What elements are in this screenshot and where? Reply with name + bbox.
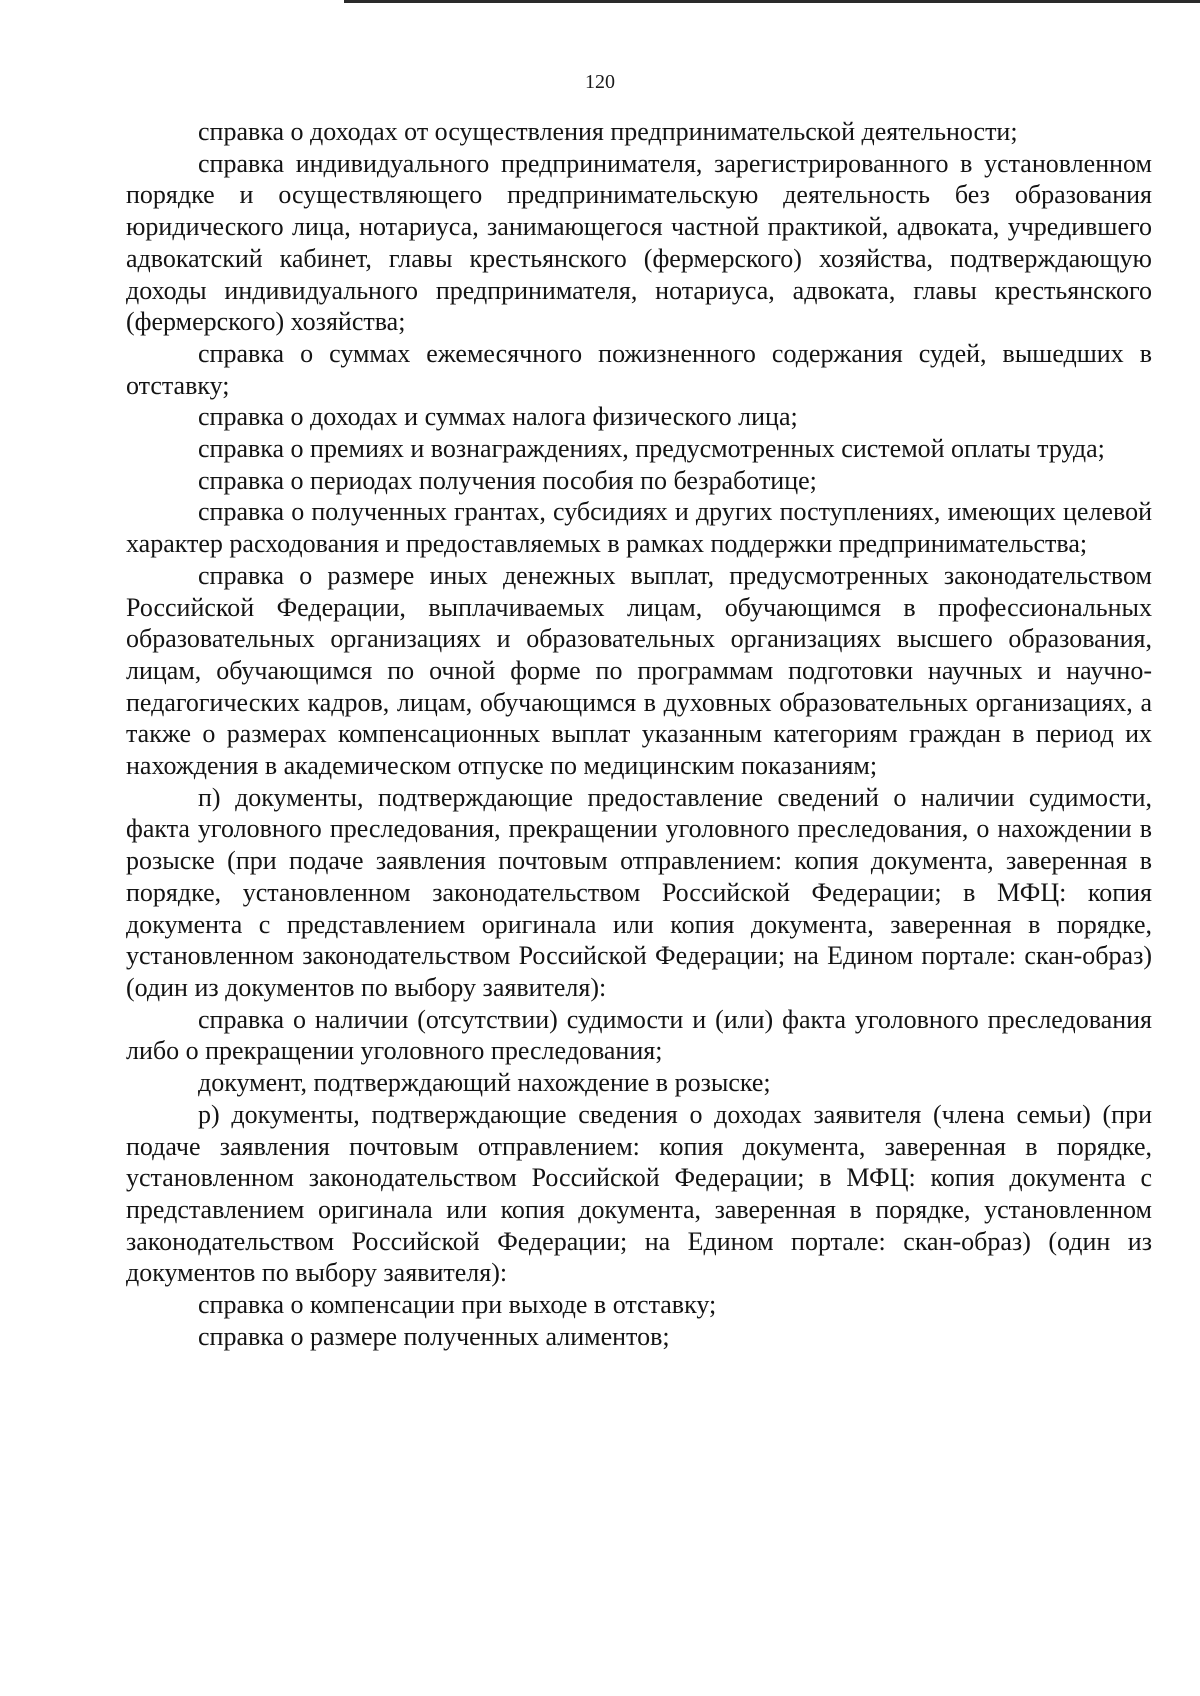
paragraph-item-p: п) документы, подтверждающие предоставление сведений о наличии судимости, факта уголовного преследования, прекращении уголовного преследования, о нахождении в розыске (при подаче заявления почтовым отправлением: копия документа, заверенная в порядке, установленном законодательством Российской Федерации; в МФЦ: копия документа с представлением оригинала или копия документа, заверенная в порядке, установленном законодательством Российской Федерации; на Едином портале: скан-образ) (один из документов по выбору заявителя): — [126, 782, 1152, 1002]
paragraph: справка о наличии (отсутствии) судимости и (или) факта уголовного преследования либо о прекращении уголовного преследования; — [126, 1004, 1152, 1066]
paragraph: справка о размере иных денежных выплат, предусмотренных законодательством Российской Федерации, выплачиваемых лицам, обучающимся в профессиональных образовательных организациях и образовательных организациях высшего образования, лицам, обучающимся по очной форме по программам подготовки научных и научно-педагогических кадров, лицам, обучающимся в духовных образовательных организациях, а также о размерах компенсационных выплат указанным категориям граждан в период их нахождения в академическом отпуске по медицинским показаниям; — [126, 560, 1152, 781]
paragraph: справка о периодах получения пособия по безработице; — [198, 465, 817, 495]
paragraph: справка индивидуального предпринимателя, зарегистрированного в установленном порядке и осуществляющего предпринимательскую деятельность без образования юридического лица, нотариуса, занимающегося частной практикой, адвоката, учредившего адвокатский кабинет, главы крестьянского (фермерского) хозяйства, подтверждающую доходы индивидуального предпринимателя, нотариуса, адвоката, главы крестьянского (фермерского) хозяйства; — [126, 148, 1152, 337]
paragraph: справка о полученных грантах, субсидиях и других поступлениях, имеющих целевой характер расходования и предоставляемых в рамках поддержки предпринимательства; — [126, 497, 1152, 559]
paragraph: справка о доходах от осуществления предпринимательской деятельности; — [198, 117, 1018, 146]
scan-edge-line — [344, 0, 1200, 3]
paragraph: справка о доходах и суммах налога физического лица; — [198, 402, 798, 432]
paragraph: справка о компенсации при выходе в отставку; — [198, 1290, 717, 1320]
paragraph: справка о размере полученных алиментов; — [198, 1321, 670, 1351]
document-body — [126, 116, 1152, 1352]
paragraph-item-r: р) документы, подтверждающие сведения о доходах заявителя (члена семьи) (при подаче заявления почтовым отправлением: копия документа, заверенная в порядке, установленном законодательством Российской Федерации; в МФЦ: копия документа с представлением оригинала или копия документа, заверенная в порядке, установленном законодательством Российской Федерации; на Едином портале: скан-образ) (один из документов по выбору заявителя): — [126, 1099, 1152, 1288]
page-number: 120 — [585, 71, 615, 93]
paragraph: справка о премиях и вознаграждениях, предусмотренных системой оплаты труда; — [198, 434, 1105, 464]
paragraph: справка о суммах ежемесячного пожизненного содержания судей, вышедших в отставку; — [126, 338, 1152, 400]
paragraph: документ, подтверждающий нахождение в розыске; — [198, 1068, 771, 1098]
